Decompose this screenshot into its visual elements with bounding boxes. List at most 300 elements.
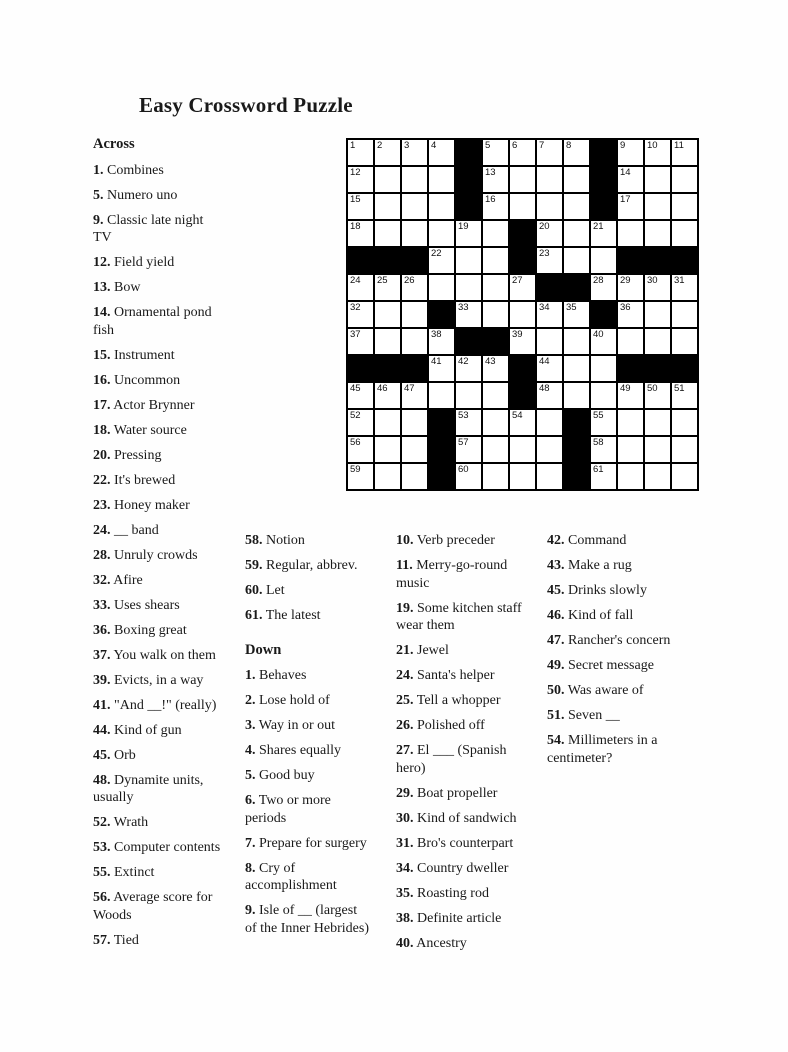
grid-cell-r10c8[interactable]: [537, 383, 562, 408]
grid-cell-r13c13[interactable]: [672, 464, 697, 489]
cell-number: 26: [404, 275, 415, 286]
down-clue-38: 38. Definite article: [396, 910, 502, 926]
grid-cell-r1c12[interactable]: [645, 140, 670, 165]
grid-cell-r5c4[interactable]: [429, 248, 454, 273]
grid-cell-r4c8[interactable]: [537, 221, 562, 246]
clue-number: 31.: [396, 835, 414, 851]
page-title: Easy Crossword Puzzle: [139, 93, 353, 117]
grid-cell-r10c12[interactable]: [645, 383, 670, 408]
grid-cell-r8c12[interactable]: [645, 329, 670, 354]
clue-number: 48.: [93, 772, 111, 788]
grid-cell-r3c9[interactable]: [564, 194, 589, 219]
down-clue-26: 26. Polished off: [396, 718, 485, 733]
grid-cell-r3c3[interactable]: [402, 194, 427, 219]
black-square: [510, 356, 535, 381]
clue-number: 54.: [547, 733, 565, 748]
clue-column-3: [396, 532, 530, 960]
cell-number: 52: [350, 410, 361, 421]
clue-number: 5.: [93, 187, 104, 203]
grid-cell-r13c7[interactable]: [510, 464, 535, 489]
clue-number: 17.: [93, 397, 111, 413]
across-clue-58: 58. Notion: [245, 533, 305, 548]
grid-cell-r7c12[interactable]: [645, 302, 670, 327]
grid-cell-r13c5[interactable]: [456, 464, 481, 489]
cell-number: 37: [350, 329, 361, 340]
down-clue-34: 34. Country dweller: [396, 860, 509, 876]
grid-cell-r12c1[interactable]: [348, 437, 373, 462]
across-clue-15: 15. Instrument: [93, 347, 175, 363]
clue-number: 57.: [93, 932, 111, 948]
grid-cell-r12c13[interactable]: [672, 437, 697, 462]
black-square: [456, 167, 481, 192]
across-clue-22: 22. It's brewed: [93, 472, 176, 488]
grid-cell-r10c2[interactable]: [375, 383, 400, 408]
grid-cell-r10c9[interactable]: [564, 383, 589, 408]
clue-number: 16.: [93, 372, 111, 388]
clue-number: 45.: [547, 583, 565, 598]
cell-number: 32: [350, 302, 361, 313]
cell-number: 50: [647, 383, 658, 394]
grid-cell-r5c5[interactable]: [456, 248, 481, 273]
grid-cell-r3c2[interactable]: [375, 194, 400, 219]
grid-cell-r1c2[interactable]: [375, 140, 400, 165]
grid-cell-r10c4[interactable]: [429, 383, 454, 408]
grid-cell-r8c9[interactable]: [564, 329, 589, 354]
clue-number: 47.: [547, 633, 565, 648]
clue-number: 5.: [245, 768, 256, 783]
grid-cell-r4c12[interactable]: [645, 221, 670, 246]
grid-cell-r9c10[interactable]: [591, 356, 616, 381]
black-square: [348, 248, 373, 273]
across-clue-17: 17. Actor Brynner: [93, 397, 195, 413]
grid-cell-r11c1[interactable]: [348, 410, 373, 435]
grid-cell-r13c12[interactable]: [645, 464, 670, 489]
black-square: [672, 356, 697, 381]
cell-number: 41: [431, 356, 442, 367]
grid-cell-r5c8[interactable]: [537, 248, 562, 273]
black-square: [402, 356, 427, 381]
grid-cell-r12c6[interactable]: [483, 437, 508, 462]
grid-cell-r4c2[interactable]: [375, 221, 400, 246]
grid-cell-r4c5[interactable]: [456, 221, 481, 246]
grid-cell-r6c10[interactable]: [591, 275, 616, 300]
grid-cell-r3c11[interactable]: [618, 194, 643, 219]
grid-cell-r13c1[interactable]: [348, 464, 373, 489]
grid-cell-r7c13[interactable]: [672, 302, 697, 327]
clue-number: 7.: [245, 835, 256, 851]
cell-number: 43: [485, 356, 496, 367]
clue-number: 36.: [93, 622, 111, 638]
grid-cell-r7c3[interactable]: [402, 302, 427, 327]
black-square: [591, 140, 616, 165]
grid-cell-r3c4[interactable]: [429, 194, 454, 219]
down-clue-5: 5. Good buy: [245, 768, 315, 783]
across-clue-56: 56. Average score for Woods: [93, 890, 213, 923]
grid-cell-r8c7[interactable]: [510, 329, 535, 354]
grid-cell-r12c11[interactable]: [618, 437, 643, 462]
cell-number: 47: [404, 383, 415, 394]
black-square: [483, 329, 508, 354]
grid-cell-r10c13[interactable]: [672, 383, 697, 408]
clue-number: 15.: [93, 347, 111, 363]
clue-number: 3.: [245, 718, 256, 733]
clue-column-2: [245, 532, 370, 945]
down-clue-11: 11. Merry-go-round music: [396, 558, 508, 591]
black-square: [564, 437, 589, 462]
down-clue-21: 21. Jewel: [396, 643, 449, 658]
grid-cell-r4c13[interactable]: [672, 221, 697, 246]
grid-cell-r2c1[interactable]: [348, 167, 373, 192]
clue-number: 24.: [396, 668, 414, 683]
cell-number: 14: [620, 167, 631, 178]
black-square: [564, 464, 589, 489]
cell-number: 10: [647, 140, 658, 151]
grid-cell-r4c6[interactable]: [483, 221, 508, 246]
clue-number: 21.: [396, 643, 414, 658]
cell-number: 39: [512, 329, 523, 340]
clue-number: 37.: [93, 647, 111, 663]
across-clue-53: 53. Computer contents: [93, 840, 221, 855]
clue-number: 42.: [547, 533, 565, 548]
grid-cell-r4c1[interactable]: [348, 221, 373, 246]
cell-number: 11: [674, 140, 684, 151]
grid-cell-r8c1[interactable]: [348, 329, 373, 354]
down-clue-29: 29. Boat propeller: [396, 785, 498, 801]
grid-cell-r13c6[interactable]: [483, 464, 508, 489]
grid-cell-r9c8[interactable]: [537, 356, 562, 381]
cell-number: 5: [485, 140, 491, 151]
clue-number: 1.: [245, 668, 256, 683]
down-clue-51: 51. Seven __: [547, 708, 620, 723]
across-clue-14: 14. Ornamental pond fish: [93, 305, 212, 338]
grid-cell-r10c10[interactable]: [591, 383, 616, 408]
black-square: [348, 356, 373, 381]
cell-number: 53: [458, 410, 469, 421]
grid-cell-r6c7[interactable]: [510, 275, 535, 300]
grid-cell-r8c3[interactable]: [402, 329, 427, 354]
grid-cell-r2c12[interactable]: [645, 167, 670, 192]
black-square: [591, 302, 616, 327]
cell-number: 7: [539, 140, 545, 151]
grid-cell-r7c7[interactable]: [510, 302, 535, 327]
grid-cell-r13c2[interactable]: [375, 464, 400, 489]
grid-cell-r3c6[interactable]: [483, 194, 508, 219]
grid-cell-r10c1[interactable]: [348, 383, 373, 408]
cell-number: 22: [431, 248, 442, 259]
clue-column-1: [93, 136, 223, 957]
clue-number: 29.: [396, 785, 414, 801]
grid-cell-r6c12[interactable]: [645, 275, 670, 300]
clue-number: 20.: [93, 447, 111, 463]
grid-cell-r6c2[interactable]: [375, 275, 400, 300]
grid-cell-r3c12[interactable]: [645, 194, 670, 219]
grid-cell-r12c8[interactable]: [537, 437, 562, 462]
clue-number: 35.: [396, 885, 414, 901]
down-clue-10: 10. Verb preceder: [396, 533, 495, 548]
black-square: [564, 275, 589, 300]
clue-number: 27.: [396, 743, 414, 758]
grid-cell-r11c7[interactable]: [510, 410, 535, 435]
grid-cell-r2c4[interactable]: [429, 167, 454, 192]
grid-cell-r11c3[interactable]: [402, 410, 427, 435]
grid-cell-r1c8[interactable]: [537, 140, 562, 165]
cell-number: 55: [593, 410, 604, 421]
down-clue-24: 24. Santa's helper: [396, 668, 495, 683]
grid-cell-r7c5[interactable]: [456, 302, 481, 327]
grid-cell-r8c2[interactable]: [375, 329, 400, 354]
grid-cell-r7c2[interactable]: [375, 302, 400, 327]
grid-cell-r12c2[interactable]: [375, 437, 400, 462]
clue-number: 1.: [93, 162, 104, 178]
grid-cell-r5c9[interactable]: [564, 248, 589, 273]
black-square: [591, 167, 616, 192]
cell-number: 25: [377, 275, 388, 286]
black-square: [645, 356, 670, 381]
cell-number: 18: [350, 221, 361, 232]
grid-cell-r1c9[interactable]: [564, 140, 589, 165]
clue-number: 32.: [93, 572, 111, 588]
clue-number: 49.: [547, 658, 565, 673]
grid-cell-r4c4[interactable]: [429, 221, 454, 246]
grid-cell-r6c4[interactable]: [429, 275, 454, 300]
grid-cell-r2c3[interactable]: [402, 167, 427, 192]
cell-number: 1: [350, 140, 356, 151]
grid-cell-r1c3[interactable]: [402, 140, 427, 165]
clue-number: 51.: [547, 708, 565, 723]
clue-number: 4.: [245, 743, 256, 758]
clue-number: 52.: [93, 815, 111, 830]
cell-number: 3: [404, 140, 410, 151]
clue-number: 19.: [396, 600, 414, 616]
across-clue-32: 32. Afire: [93, 572, 143, 588]
cell-number: 17: [620, 194, 631, 205]
clue-number: 18.: [93, 422, 111, 438]
grid-cell-r11c10[interactable]: [591, 410, 616, 435]
grid-cell-r7c11[interactable]: [618, 302, 643, 327]
grid-cell-r1c11[interactable]: [618, 140, 643, 165]
black-square: [618, 248, 643, 273]
black-square: [456, 140, 481, 165]
grid-cell-r1c1[interactable]: [348, 140, 373, 165]
clue-number: 9.: [245, 903, 256, 918]
cell-number: 51: [674, 383, 685, 394]
grid-cell-r2c13[interactable]: [672, 167, 697, 192]
grid-cell-r13c8[interactable]: [537, 464, 562, 489]
grid-cell-r12c12[interactable]: [645, 437, 670, 462]
grid-cell-r2c2[interactable]: [375, 167, 400, 192]
grid-cell-r2c6[interactable]: [483, 167, 508, 192]
black-square: [375, 248, 400, 273]
grid-cell-r12c10[interactable]: [591, 437, 616, 462]
grid-cell-r10c3[interactable]: [402, 383, 427, 408]
grid-cell-r8c13[interactable]: [672, 329, 697, 354]
down-clue-43: 43. Make a rug: [547, 558, 632, 573]
grid-cell-r5c6[interactable]: [483, 248, 508, 273]
cell-number: 44: [539, 356, 550, 367]
cell-number: 54: [512, 410, 523, 421]
down-clue-25: 25. Tell a whopper: [396, 693, 501, 708]
cell-number: 9: [620, 140, 626, 151]
grid-cell-r11c8[interactable]: [537, 410, 562, 435]
grid-cell-r10c11[interactable]: [618, 383, 643, 408]
across-clue-23: 23. Honey maker: [93, 497, 190, 513]
clue-number: 25.: [396, 693, 414, 708]
grid-cell-r8c4[interactable]: [429, 329, 454, 354]
clue-number: 41.: [93, 697, 111, 713]
across-clue-52: 52. Wrath: [93, 815, 149, 830]
down-clue-6: 6. Two or more periods: [245, 793, 331, 826]
grid-cell-r6c6[interactable]: [483, 275, 508, 300]
grid-cell-r13c11[interactable]: [618, 464, 643, 489]
grid-cell-r6c5[interactable]: [456, 275, 481, 300]
black-square: [429, 464, 454, 489]
black-square: [510, 248, 535, 273]
down-clue-7: 7. Prepare for surgery: [245, 835, 367, 851]
grid-cell-r12c3[interactable]: [402, 437, 427, 462]
black-square: [429, 437, 454, 462]
across-clue-48: 48. Dynamite units, usually: [93, 772, 204, 805]
grid-cell-r9c9[interactable]: [564, 356, 589, 381]
across-clue-37: 37. You walk on them: [93, 647, 216, 663]
cell-number: 31: [674, 275, 685, 286]
clue-number: 30.: [396, 810, 414, 826]
grid-cell-r9c6[interactable]: [483, 356, 508, 381]
down-clue-1: 1. Behaves: [245, 668, 307, 683]
grid-cell-r4c10[interactable]: [591, 221, 616, 246]
clue-number: 12.: [93, 255, 111, 270]
down-clue-19: 19. Some kitchen staff wear them: [396, 600, 522, 633]
across-clue-1: 1. Combines: [93, 162, 164, 178]
clue-number: 56.: [93, 890, 111, 905]
cell-number: 46: [377, 383, 388, 394]
down-clue-54: 54. Millimeters in a centimeter?: [547, 733, 658, 766]
grid-cell-r3c8[interactable]: [537, 194, 562, 219]
across-clue-60: 60. Let: [245, 583, 285, 598]
cell-number: 57: [458, 437, 469, 448]
across-section-header: Across: [93, 136, 135, 152]
grid-cell-r2c9[interactable]: [564, 167, 589, 192]
cell-number: 12: [350, 167, 361, 178]
grid-cell-r3c7[interactable]: [510, 194, 535, 219]
grid-cell-r11c5[interactable]: [456, 410, 481, 435]
clue-number: 44.: [93, 722, 111, 738]
grid-cell-r7c6[interactable]: [483, 302, 508, 327]
black-square: [591, 194, 616, 219]
grid-cell-r4c3[interactable]: [402, 221, 427, 246]
cell-number: 45: [350, 383, 361, 394]
grid-cell-r3c13[interactable]: [672, 194, 697, 219]
clue-number: 23.: [93, 497, 111, 513]
grid-cell-r8c10[interactable]: [591, 329, 616, 354]
cell-number: 4: [431, 140, 437, 151]
cell-number: 20: [539, 221, 550, 232]
grid-cell-r12c7[interactable]: [510, 437, 535, 462]
grid-cell-r8c11[interactable]: [618, 329, 643, 354]
grid-cell-r11c11[interactable]: [618, 410, 643, 435]
grid-cell-r6c13[interactable]: [672, 275, 697, 300]
clue-number: 8.: [245, 860, 256, 876]
across-clue-45: 45. Orb: [93, 747, 136, 763]
clue-number: 46.: [547, 608, 565, 623]
grid-cell-r2c11[interactable]: [618, 167, 643, 192]
grid-cell-r5c10[interactable]: [591, 248, 616, 273]
clue-number: 6.: [245, 793, 256, 808]
cell-number: 60: [458, 464, 469, 475]
cell-number: 24: [350, 275, 361, 286]
across-clue-9: 9. Classic late night TV: [93, 212, 204, 245]
grid-cell-r8c8[interactable]: [537, 329, 562, 354]
across-clue-55: 55. Extinct: [93, 865, 155, 880]
clue-number: 33.: [93, 597, 111, 613]
grid-cell-r6c11[interactable]: [618, 275, 643, 300]
grid-cell-r2c8[interactable]: [537, 167, 562, 192]
black-square: [510, 383, 535, 408]
grid-cell-r9c4[interactable]: [429, 356, 454, 381]
grid-cell-r7c8[interactable]: [537, 302, 562, 327]
grid-cell-r6c1[interactable]: [348, 275, 373, 300]
across-clue-24: 24. __ band: [93, 522, 159, 538]
grid-cell-r1c7[interactable]: [510, 140, 535, 165]
grid-cell-r4c9[interactable]: [564, 221, 589, 246]
black-square: [402, 248, 427, 273]
cell-number: 19: [458, 221, 469, 232]
crossword-grid: [346, 138, 699, 491]
cell-number: 38: [431, 329, 442, 340]
grid-cell-r10c6[interactable]: [483, 383, 508, 408]
cell-number: 21: [593, 221, 604, 232]
down-clue-35: 35. Roasting rod: [396, 885, 489, 901]
grid-cell-r4c11[interactable]: [618, 221, 643, 246]
down-clue-31: 31. Bro's counterpart: [396, 835, 514, 851]
grid-cell-r2c7[interactable]: [510, 167, 535, 192]
grid-cell-r11c6[interactable]: [483, 410, 508, 435]
cell-number: 33: [458, 302, 469, 313]
grid-cell-r1c4[interactable]: [429, 140, 454, 165]
cell-number: 61: [593, 464, 604, 475]
clue-number: 58.: [245, 533, 263, 548]
grid-cell-r11c13[interactable]: [672, 410, 697, 435]
grid-cell-r13c10[interactable]: [591, 464, 616, 489]
grid-cell-r10c5[interactable]: [456, 383, 481, 408]
clue-number: 59.: [245, 558, 263, 573]
grid-cell-r1c6[interactable]: [483, 140, 508, 165]
clue-number: 2.: [245, 693, 256, 708]
cell-number: 8: [566, 140, 572, 151]
clue-number: 26.: [396, 718, 414, 733]
clue-number: 13.: [93, 280, 111, 295]
across-clue-12: 12. Field yield: [93, 255, 175, 270]
down-clue-8: 8. Cry of accomplishment: [245, 860, 337, 893]
grid-cell-r11c12[interactable]: [645, 410, 670, 435]
cell-number: 58: [593, 437, 604, 448]
grid-cell-r11c2[interactable]: [375, 410, 400, 435]
grid-cell-r1c13[interactable]: [672, 140, 697, 165]
clue-number: 22.: [93, 472, 111, 488]
black-square: [429, 410, 454, 435]
grid-cell-r3c1[interactable]: [348, 194, 373, 219]
black-square: [645, 248, 670, 273]
grid-cell-r6c3[interactable]: [402, 275, 427, 300]
grid-cell-r7c1[interactable]: [348, 302, 373, 327]
clue-number: 24.: [93, 522, 111, 538]
down-section-header: Down: [245, 641, 282, 658]
cell-number: 6: [512, 140, 518, 151]
grid-cell-r12c5[interactable]: [456, 437, 481, 462]
across-clue-39: 39. Evicts, in a way: [93, 672, 204, 688]
grid-cell-r7c9[interactable]: [564, 302, 589, 327]
grid-cell-r13c3[interactable]: [402, 464, 427, 489]
grid-cell-r9c5[interactable]: [456, 356, 481, 381]
